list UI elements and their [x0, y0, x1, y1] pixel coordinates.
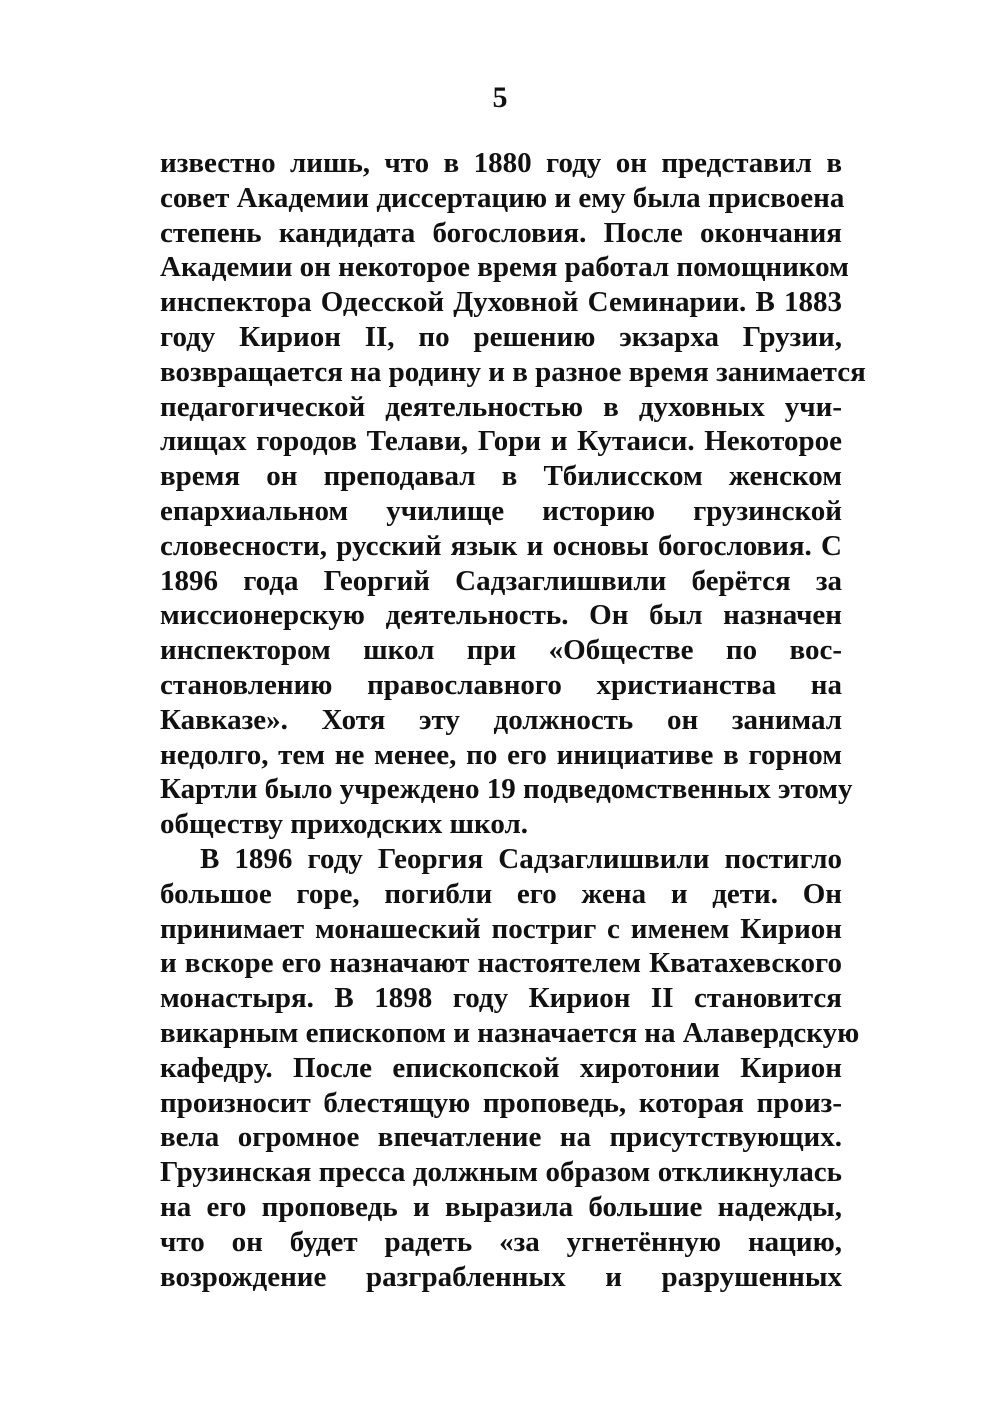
text-line: что он будет радеть «за угнетённую нацию, [160, 1225, 842, 1258]
text-line: время он преподавал в Тбилисском женском [160, 460, 842, 493]
paragraph [160, 146, 866, 842]
text-line: на его проповедь и выразила большие надежды, [160, 1190, 842, 1223]
body-text [160, 146, 866, 1294]
text-line: вела огромное впечатление на присутствующих. [160, 1121, 842, 1154]
text-line: кафедру. После епископской хиротонии Кирион [160, 1051, 842, 1084]
text-line: епархиальном училище историю грузинской [160, 494, 842, 527]
text-line: степень кандидата богословия. После окончания [160, 216, 842, 249]
text-line: монастыря. В 1898 году Кирион II становится [160, 982, 842, 1015]
text-line: Кавказе». Хотя эту должность он занимал [160, 703, 842, 736]
text-line: В 1896 году Георгия Садзаглишвили постигло [200, 842, 842, 875]
text-line: викарным епископом и назначается на Алавердскую [160, 1016, 860, 1049]
text-line: инспектора Одесской Духовной Семинарии. В 1883 [160, 286, 842, 319]
text-line: возрождение разграбленных и разрушенных [160, 1260, 842, 1293]
text-line: произносит блестящую проповедь, которая произ- [160, 1086, 842, 1119]
text-line: становлению православного христианства на [160, 668, 842, 701]
text-line: известно лишь, что в 1880 году он представил в [160, 147, 842, 179]
text-line: большое горе, погибли его жена и дети. Он [160, 877, 842, 910]
text-line: Грузинская пресса должным образом откликнулась [160, 1156, 842, 1189]
text-line: Картли было учреждено 19 подведомственных этому [160, 773, 853, 806]
text-line: году Кирион II, по решению экзарха Грузии, [160, 320, 842, 353]
text-line: совет Академии диссертацию и ему была присвоена [160, 181, 845, 214]
text-line: лищах городов Телави, Гори и Кутаиси. Некоторое [160, 425, 842, 458]
text-line: недолго, тем не менее, по его инициативе в горном [160, 738, 842, 771]
text-line: педагогической деятельностью в духовных учи- [160, 390, 842, 423]
text-line: принимает монашеский постриг с именем Кирион [160, 912, 842, 945]
text-line: инспектором школ при «Обществе по вос- [160, 634, 842, 667]
text-line: миссионерскую деятельность. Он был назначен [160, 599, 842, 632]
text-line: и вскоре его назначают настоятелем Кватахевского [160, 947, 842, 980]
paragraph [160, 842, 860, 1294]
text-line: словесности, русский язык и основы богословия. С [160, 529, 842, 562]
text-line: Академии он некоторое время работал помощником [160, 251, 849, 284]
text-line: возвращается на родину и в разное время занимается [160, 355, 866, 388]
text-line: 1896 года Георгий Садзаглишвили берётся за [160, 564, 842, 597]
text-line: обществу приходских школ. [160, 808, 529, 841]
page-number: 5 [492, 81, 508, 114]
